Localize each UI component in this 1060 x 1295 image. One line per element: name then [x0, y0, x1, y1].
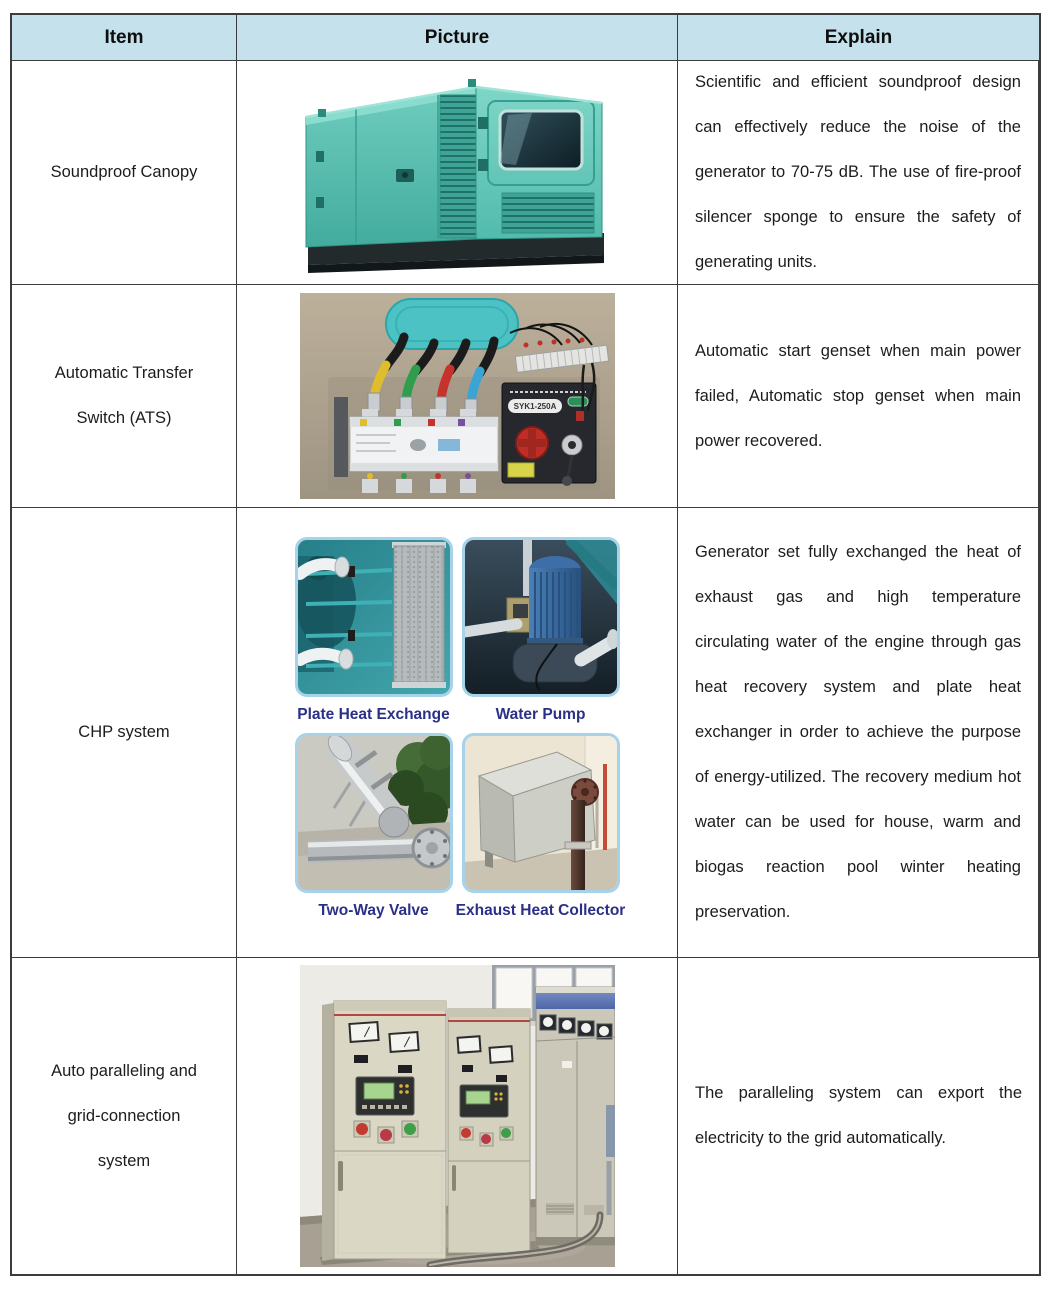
item-line: Automatic Transfer — [54, 364, 194, 382]
item-cell-auto-paralleling — [12, 958, 237, 1274]
explain-text: Generator set fully exchanged the heat of exhaust gas and high temperature circulating water of the engine through gas heat recovery system and plate heat exchanger in order to achieve the purpose of energy-utilized. The recovery medium hot water can be used for house, warm and biogas reaction pool winter heating preservation. — [695, 543, 1021, 921]
item-line: Soundproof Canopy — [50, 163, 198, 181]
ats-photo — [300, 293, 615, 499]
plate-heat-exchange-photo — [295, 537, 453, 697]
generator-long-side-panel — [306, 87, 476, 247]
paralleling-cabinets-photo — [300, 965, 615, 1267]
header-item-label: Item — [104, 26, 144, 48]
header-item — [12, 15, 237, 61]
explain-text: Automatic start genset when main power failed, Automatic stop genset when main power recovered. — [695, 341, 1021, 450]
explain-text: Scientific and efficient soundproof design can effectively reduce the noise of the generator to 70-75 dB. The use of fire-proof silencer sponge to ensure the safety of generating units. — [695, 73, 1021, 271]
item-cell-chp-system — [12, 508, 237, 958]
picture-cell-chp-system — [237, 508, 678, 958]
item-line: grid-connection — [67, 1106, 181, 1125]
water-pump-photo — [462, 537, 620, 697]
header-explain-label: Explain — [824, 26, 893, 48]
chp-label-exhaust-heat-collector: Exhaust Heat Collector — [455, 901, 626, 919]
left-cabinet — [322, 1001, 446, 1261]
picture-cell-soundproof-canopy — [237, 61, 678, 285]
explain-cell-ats — [678, 285, 1039, 508]
item-line: Auto paralleling and — [51, 1061, 197, 1080]
explain-text: The paralleling system can export the electricity to the grid automatically. — [695, 1084, 1022, 1147]
exhaust-heat-collector-photo — [462, 733, 620, 893]
controller-model-label: SYK1-250A — [513, 402, 556, 411]
chp-photo-grid — [295, 537, 626, 929]
product-spec-table — [10, 13, 1041, 1276]
picture-cell-auto-paralleling — [237, 958, 678, 1274]
item-cell-soundproof-canopy — [12, 61, 237, 285]
chp-label-water-pump: Water Pump — [495, 705, 586, 723]
chp-label-plate-heat-exchange: Plate Heat Exchange — [297, 705, 450, 723]
explain-cell-auto-paralleling — [678, 958, 1039, 1274]
chp-label-two-way-valve: Two-Way Valve — [318, 901, 429, 919]
two-way-valve-photo — [295, 733, 453, 893]
explain-cell-soundproof-canopy — [678, 61, 1039, 285]
right-cabinet — [536, 987, 615, 1245]
item-line: Switch (ATS) — [76, 409, 172, 427]
item-line: CHP system — [78, 723, 170, 741]
header-picture-label: Picture — [424, 26, 490, 48]
generator-canopy-photo — [292, 73, 622, 273]
generator-end-face — [476, 87, 602, 239]
item-line: system — [97, 1151, 151, 1170]
picture-cell-ats — [237, 285, 678, 508]
item-cell-ats — [12, 285, 237, 508]
middle-cabinet — [448, 1009, 530, 1253]
header-picture — [237, 15, 678, 61]
explain-cell-chp-system — [678, 508, 1039, 958]
header-explain — [678, 15, 1039, 61]
